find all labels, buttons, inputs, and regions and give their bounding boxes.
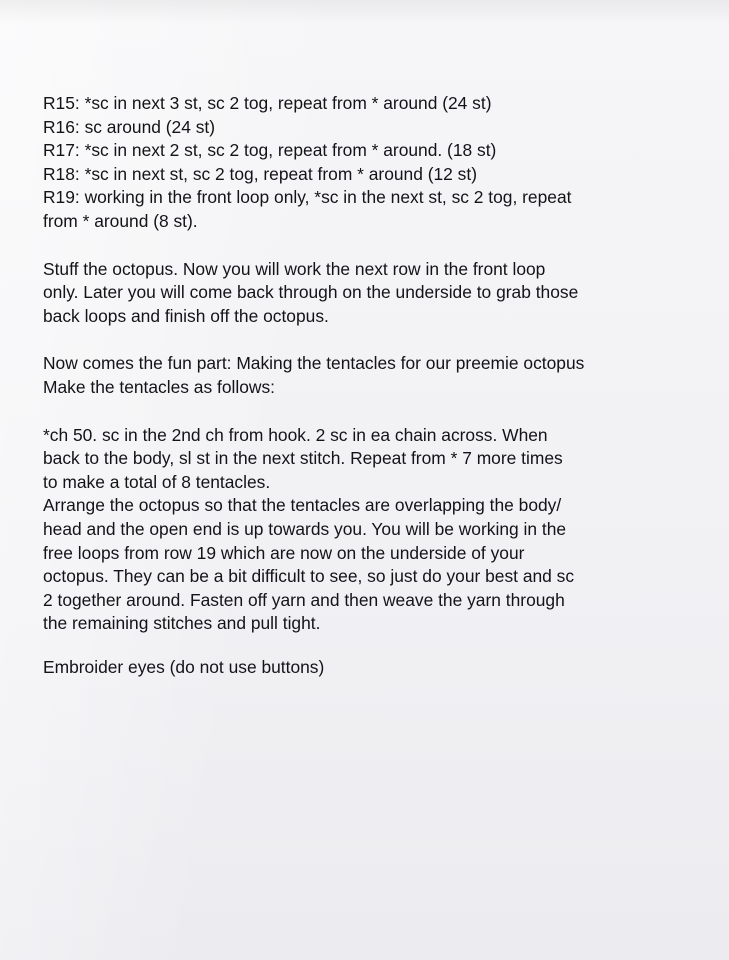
round-18: R18: *sc in next st, sc 2 tog, repeat from * around (12 st) bbox=[43, 163, 478, 184]
paragraph-line: Now comes the fun part: Making the tentacles for our preemie octopus bbox=[43, 353, 585, 374]
round-19-continued: from * around (8 st). bbox=[43, 210, 198, 231]
stuff-paragraph bbox=[43, 258, 713, 329]
embroider-line: Embroider eyes (do not use buttons) bbox=[43, 656, 325, 677]
tentacles-paragraph bbox=[43, 424, 713, 495]
round-16: R16: sc around (24 st) bbox=[43, 116, 216, 137]
round-15: R15: *sc in next 3 st, sc 2 tog, repeat from * around (24 st) bbox=[43, 93, 492, 113]
round-19: R19: working in the front loop only, *sc in the next st, sc 2 tog, repeat bbox=[43, 187, 572, 208]
paragraph-line: free loops from row 19 which are now on the underside of your bbox=[43, 542, 525, 563]
rounds-section bbox=[43, 92, 713, 234]
paragraph-line: Arrange the octopus so that the tentacles are overlapping the body/ bbox=[43, 495, 562, 516]
paragraph-line: back loops and finish off the octopus. bbox=[43, 305, 329, 326]
fun-part-paragraph bbox=[43, 352, 713, 399]
paragraph-line: *ch 50. sc in the 2nd ch from hook. 2 sc in ea chain across. When bbox=[43, 424, 548, 445]
paragraph-line: Make the tentacles as follows: bbox=[43, 376, 275, 397]
paragraph-line: Stuff the octopus. Now you will work the next row in the front loop bbox=[43, 258, 546, 279]
round-17: R17: *sc in next 2 st, sc 2 tog, repeat from * around. (18 st) bbox=[43, 140, 497, 161]
page-shadow bbox=[0, 0, 729, 24]
paragraph-line: 2 together around. Fasten off yarn and then weave the yarn through bbox=[43, 589, 565, 610]
paragraph-line: the remaining stitches and pull tight. bbox=[43, 613, 321, 634]
arrange-paragraph bbox=[43, 494, 713, 636]
paragraph-line: to make a total of 8 tentacles. bbox=[43, 471, 271, 492]
paragraph-line: only. Later you will come back through on the underside to grab those bbox=[43, 282, 579, 303]
paragraph-line: octopus. They can be a bit difficult to see, so just do your best and sc bbox=[43, 566, 575, 587]
pattern-text bbox=[43, 92, 713, 679]
paragraph-line: head and the open end is up towards you. You will be working in the bbox=[43, 518, 567, 539]
embroider-paragraph bbox=[43, 656, 713, 680]
paragraph-line: back to the body, sl st in the next stitch. Repeat from * 7 more times bbox=[43, 448, 563, 469]
